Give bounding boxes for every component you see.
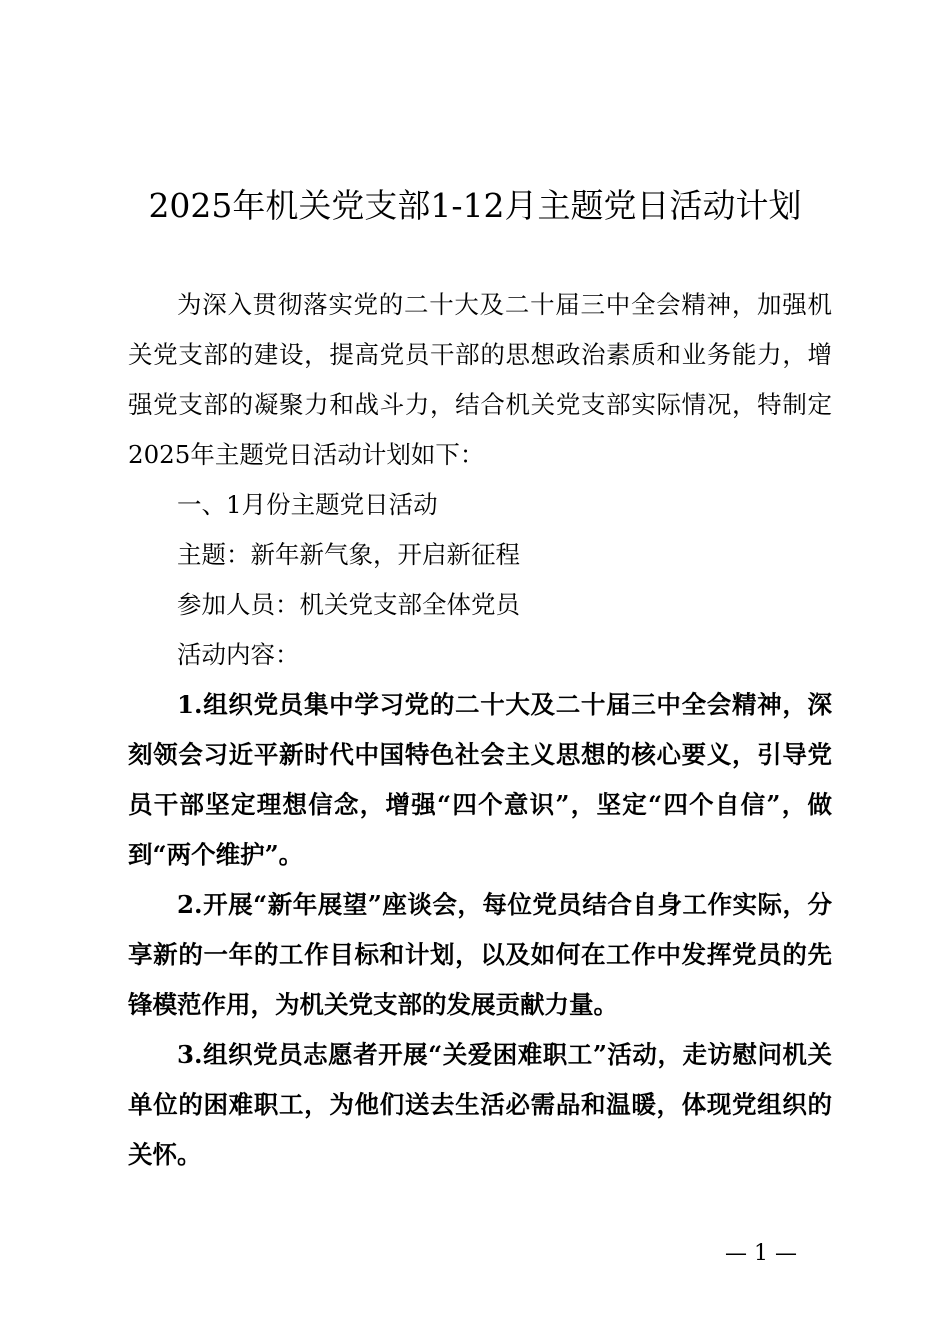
activity-item-1: 1.组织党员集中学习党的二十大及二十届三中全会精神，深刻领会习近平新时代中国特色社会主义思想的核心要义，引导党员干部坚定理想信念，增强“四个意识”，坚定“四个自信”，做到“两个维护”。 [128, 690, 832, 869]
participants-line: 参加人员：机关党支部全体党员 [177, 590, 520, 619]
document-title: 2025年机关党支部1-12月主题党日活动计划 [148, 186, 802, 225]
activity-item-3: 3.组织党员志愿者开展“关爱困难职工”活动，走访慰问机关单位的困难职工，为他们送去生活必需品和温暖，体现党组织的关怀。 [128, 1040, 832, 1169]
page-number: — 1 — [725, 1241, 797, 1266]
content-label: 活动内容： [177, 640, 300, 669]
section-heading-january: 一、1月份主题党日活动 [177, 490, 438, 519]
document-body [128, 280, 832, 1180]
activity-item-2: 2.开展“新年展望”座谈会，每位党员结合自身工作实际，分享新的一年的工作目标和计划，以及如何在工作中发挥党员的先锋模范作用，为机关党支部的发展贡献力量。 [128, 890, 832, 1019]
intro-paragraph: 为深入贯彻落实党的二十大及二十届三中全会精神，加强机关党支部的建设，提高党员干部的思想政治素质和业务能力，增强党支部的凝聚力和战斗力，结合机关党支部实际情况，特制定2025年主题党日活动计划如下： [128, 290, 832, 469]
theme-line: 主题：新年新气象，开启新征程 [177, 540, 520, 569]
